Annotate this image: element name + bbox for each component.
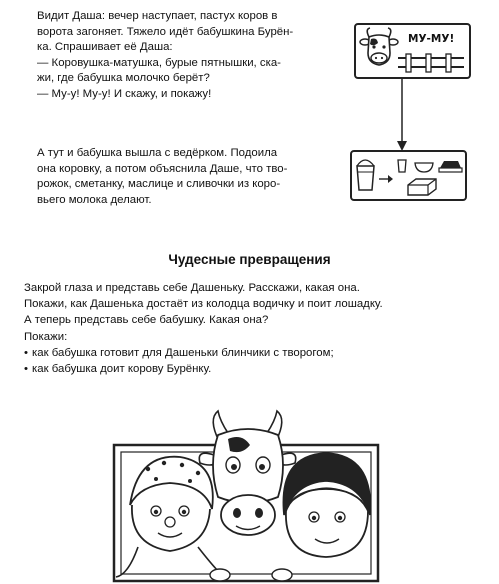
text-line: ворота загоняет. Тяжело идёт бабушкина Бурён- xyxy=(37,25,294,38)
section-title: Чудесные превращения xyxy=(168,252,331,267)
text-line: Покажи: xyxy=(24,330,68,343)
story-paragraph-1 xyxy=(37,9,337,102)
text-line: — Коровушка-матушка, бурые пятнышки, ска- xyxy=(37,56,281,69)
text-line: Закрой глаза и представь себе Дашеньку. Расскажи, какая она. xyxy=(24,282,360,294)
text-line: Видит Даша: вечер наступает, пастух коров в xyxy=(37,10,278,22)
cow-pictogram xyxy=(354,23,471,79)
text-line: вьего молока делают. xyxy=(37,193,152,206)
text-line: ка. Спрашивает её Даша: xyxy=(37,41,173,53)
text-line: она коровку, а потом объяснила Даше, что тво- xyxy=(37,162,288,175)
girl-cow-grandma-illustration xyxy=(108,405,386,584)
arrow-down-icon xyxy=(396,79,408,151)
text-line: А тут и бабушка вышла с ведёрком. Подоила xyxy=(37,147,278,159)
text-line: — Му-у! Му-у! И скажу, и покажу! xyxy=(37,87,212,100)
section-instructions xyxy=(24,280,484,377)
text-line: рожок, сметанку, маслице и сливочки из коро- xyxy=(37,178,281,190)
text-line: жи, где бабушка молочко берёт? xyxy=(37,72,210,84)
bullet-item: • как бабушка готовит для Дашеньки блинчики с творогом; xyxy=(24,345,484,361)
bullet-item: • как бабушка доит корову Бурёнку. xyxy=(24,361,484,377)
text-line: А теперь представь себе бабушку. Какая она? xyxy=(24,314,269,327)
dairy-products-pictogram xyxy=(350,150,467,201)
dairy-products-icon xyxy=(352,152,465,199)
story-paragraph-2 xyxy=(37,146,337,208)
moo-label: МУ-МУ! xyxy=(408,33,455,45)
text-line: Покажи, как Дашенька достаёт из колодца водичку и поит лошадку. xyxy=(24,298,383,311)
